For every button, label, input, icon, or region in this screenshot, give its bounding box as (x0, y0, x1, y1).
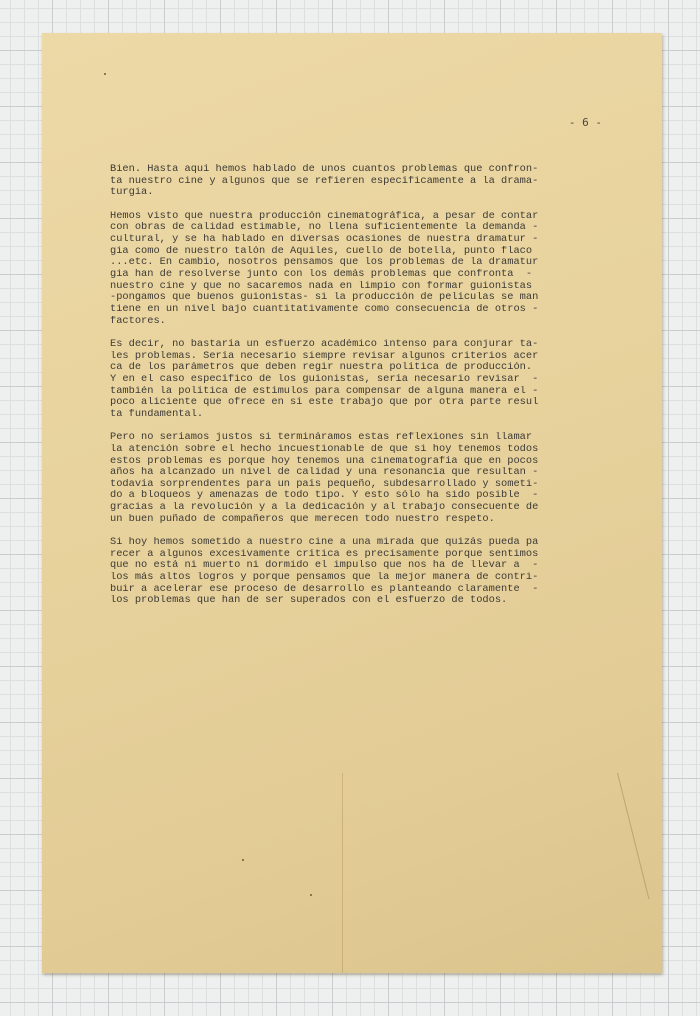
paper-fold-line (342, 773, 343, 973)
text-line: ...etc. En cambio, nosotros pensamos que los problemas de la dramatur (110, 257, 539, 269)
text-line: los más altos logros y porque pensamos que la mejor manera de contri- (110, 572, 539, 584)
text-line: ta nuestro cine y algunos que se refieren específicamente a la drama- (110, 175, 539, 187)
text-line: poco aliciente que ofrece en sí este trabajo que por otra parte resul (110, 397, 539, 409)
text-line: gia han de resolverse junto con los demás problemas que confronta - (110, 268, 533, 280)
text-line: factores. (110, 315, 166, 327)
text-line: turgia. (110, 187, 154, 199)
page-number: - 6 - (568, 116, 602, 129)
text-line: Es decir, no bastaría un esfuerzo académico intenso para conjurar ta- (110, 338, 539, 350)
text-line: gracias a la revolución y a la dedicación y al trabajo consecuente de (110, 502, 539, 514)
text-line: cultural, y se ha hablado en diversas ocasiones de nuestra dramatur - (110, 233, 539, 245)
text-line: Hemos visto que nuestra producción cinematográfica, a pesar de contar (110, 210, 539, 222)
text-line: nuestro cine y que no sacaremos nada en limpio con formar guionistas (110, 280, 533, 292)
text-line: les problemas. Sería necesario siempre revisar algunos criterios acer (110, 350, 539, 362)
text-line: ta fundamental. (110, 408, 204, 420)
paragraph (110, 537, 616, 607)
text-line: Y en el caso específico de los guionistas, sería necesario revisar - (110, 373, 539, 385)
typewritten-page (42, 33, 662, 973)
text-line: -pongamos que buenos guionistas- si la producción de películas se man (110, 292, 539, 304)
paper-speck (310, 894, 312, 896)
paragraph (110, 339, 616, 421)
paper-speck (242, 859, 244, 861)
text-line: años ha alcanzado un nivel de calidad y una resonancia que resultan - (110, 467, 539, 479)
body-text (110, 164, 616, 619)
paragraph (110, 211, 616, 328)
text-line: gia como de nuestro talón de Aquiles, cuello de botella, punto flaco (110, 245, 533, 257)
text-line: también la política de estímulos para compensar de alguna manera el - (110, 385, 539, 397)
text-line: estos problemas es porque hoy tenemos una cinematografía que en pocos (110, 455, 539, 467)
text-line: Bien. Hasta aquí hemos hablado de unos cuantos problemas que confron- (110, 164, 539, 175)
text-line: con obras de calidad estimable, no llena suficientemente la demanda - (110, 222, 539, 234)
text-line: los problemas que han de ser superados con el esfuerzo de todos. (110, 595, 508, 607)
text-line: que no está ni muerto ni dormido el impulso que nos ha de llevar a - (110, 560, 539, 572)
text-line: Si hoy hemos sometido a nuestro cine a una mirada que quizás pueda pa (110, 537, 539, 549)
text-line: todavía sorprendentes para un país pequeño, subdesarrollado y someti- (110, 478, 539, 490)
text-line: do a bloqueos y amenazas de todo tipo. Y esto sólo ha sido posible - (110, 490, 539, 502)
text-line: recer a algunos excesivamente crítica es precisamente porque sentimos (110, 548, 539, 560)
text-line: ca de los parámetros que deben regir nuestra política de producción. (110, 362, 533, 374)
text-line: buir a acelerar ese proceso de desarrollo es planteando claramente - (110, 583, 539, 595)
text-line: la atención sobre el hecho incuestionable de que si hoy tenemos todos (110, 443, 539, 455)
paragraph (110, 164, 616, 199)
paper-speck (104, 73, 106, 75)
text-line: Pero no seríamos justos si termináramos estas reflexiones sin llamar (110, 432, 533, 444)
text-line: un buen puñado de compañeros que merecen todo nuestro respeto. (110, 513, 495, 525)
text-line: tiene en un nivel bajo cuantitativamente como consecuencia de otros - (110, 303, 539, 315)
paper-crease (617, 773, 649, 899)
paragraph (110, 432, 616, 525)
